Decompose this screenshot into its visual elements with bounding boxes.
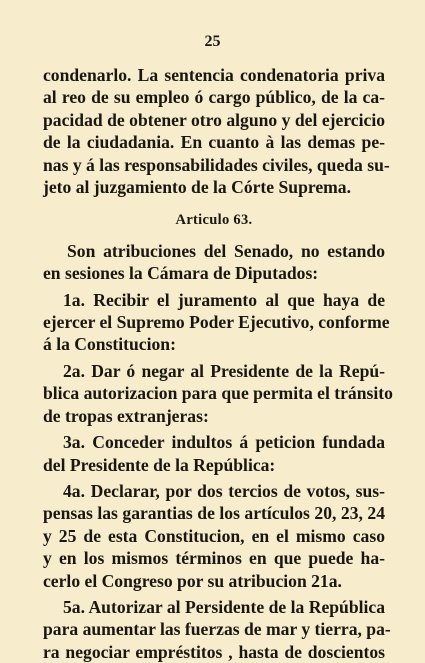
text-line: cerlo el Congreso por su atribucion 21a. (43, 570, 342, 591)
text-line: 2a. Dar ó negar al Presidente de la Repú- (63, 360, 385, 381)
text-line: al reo de su empleo ó cargo público, de la ca- (43, 87, 385, 108)
text-line: pensas las garantias de los artículos 20, 23, 24 (43, 503, 385, 524)
text-line: 5a. Autorizar al Persidente de la República (63, 596, 385, 617)
text-line: Son atribuciones del Senado, no estando (67, 240, 385, 261)
text-line: blica autorizacion para que permita el tránsito (43, 383, 393, 404)
article-item-4 (43, 480, 385, 592)
text-line: del Presidente de la República: (43, 454, 276, 475)
text-line: 4a. Declarar, por dos tercios de votos, sus- (63, 480, 385, 501)
article-intro (43, 240, 385, 285)
page-text (43, 64, 393, 663)
article-item-5 (43, 596, 391, 663)
article-heading: Articulo 63. (175, 212, 253, 229)
text-line: 3a. Conceder indultos á peticion fundada (63, 432, 385, 453)
paragraph-continuation (43, 64, 390, 198)
article-item-1 (43, 289, 390, 356)
text-line: y en los mismos términos en que puede ha- (43, 548, 385, 569)
text-line: para aumentar las fuerzas de mar y tierra, pa- (43, 619, 391, 640)
article-item-2 (43, 360, 393, 427)
text-line: jeto al juzgamiento de la Córte Suprema. (43, 177, 352, 198)
text-line: en sesiones la Cámara de Diputados: (43, 263, 319, 284)
page-number: 25 (204, 33, 221, 50)
text-line: 1a. Recibir el juramento al que haya de (63, 289, 385, 310)
article-item-3 (43, 431, 385, 476)
text-line: y 25 de esta Constitucion, en el mismo caso (43, 525, 385, 546)
text-line: ejercer el Supremo Poder Ejecutivo, conforme (43, 312, 390, 333)
text-line: condenarlo. La sentencia condenatoria priva (43, 65, 385, 85)
text-line: nas y á las responsabilidades civiles, queda su- (43, 154, 390, 175)
text-line: pacidad de obtener otro alguno y del ejercicio (43, 109, 385, 130)
text-line: de tropas extranjeras: (43, 405, 209, 426)
text-line: á la Constitucion: (43, 334, 176, 355)
text-line: ra negociar empréstitos , hasta de doscientos (43, 641, 385, 662)
text-line: de la ciudadania. En cuanto à las demas pe- (43, 132, 385, 153)
